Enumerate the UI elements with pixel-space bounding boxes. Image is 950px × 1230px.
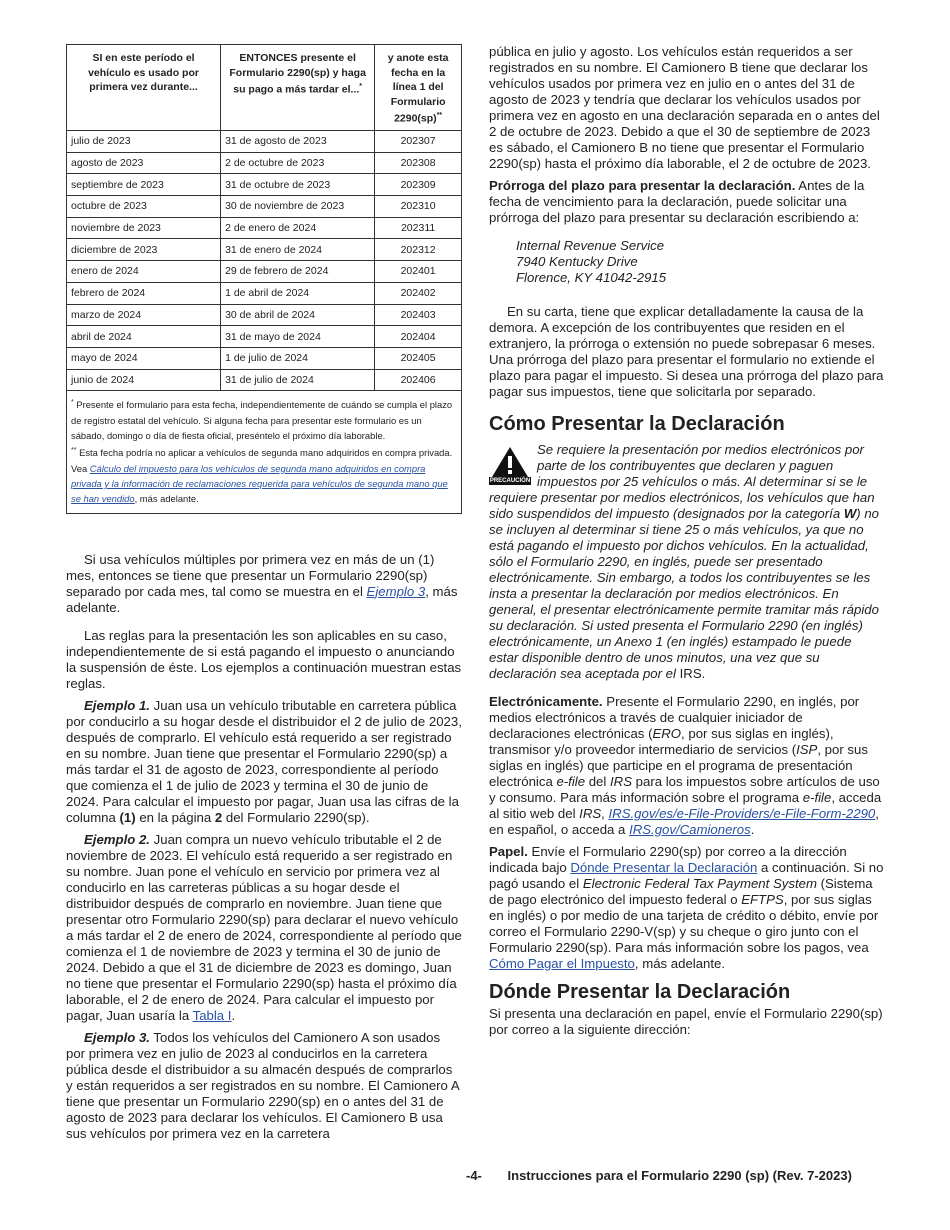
heading-donde-presentar: Dónde Presentar la Declaración [489,981,791,1003]
table-cell-line1: 202310 [375,196,461,218]
table-cell-due-date: 31 de agosto de 2023 [221,131,375,153]
extension-paragraph: Prórroga del plazo para presentar la declaración. Antes de la fecha de vencimiento para la declaración, puede solicitar una prórroga del plazo para presentar su declaración escribiendo a: [489,178,865,225]
table-cell-line1: 202307 [375,131,461,153]
example-3-continued: pública en julio y agosto. Los vehículos están requeridos a ser registrados en su nombre. El Camionero B tiene que declarar los vehículos usados por primera vez en julio en o antes del 31 de agosto de 2023 y tendría que declarar los vehículos usados por primera vez en agosto en una declaración separada en o antes del 2 de octubre de 2023. Debido a que el 30 de septiembre de 2023 es sábado, el Camionero B no tiene que presentar el Formulario 2290(sp) hasta el próximo día laborable, el 2 de octubre de 2023. [489,44,880,171]
table-cell-line1: 202404 [375,326,461,348]
paper-paragraph: Papel. Envíe el Formulario 2290(sp) por correo a la dirección indicada bajo Dónde Presentar la Declaración a continuación. Si no pagó usando el Electronic Federal Tax Payment System (Sistema de pago electrónico del impuesto federal o EFTPS, por sus siglas en inglés) o por medio de una tarjeta de crédito o débito, envíe por correo el Formulario 2290-V(sp) y su cheque o giro junto con el Formulario 2290(sp). Para más información sobre los pagos, vea Cómo Pagar el Impuesto, más adelante. [489,844,884,971]
example-1: Ejemplo 1. Juan usa un vehículo tributable en carretera pública por conducirlo a su hogar desde el distribuidor el 2 de julio de 2023, después de comprarlo. El vehículo está requerido a ser registrado en su nombre. Juan tiene que presentar el Formulario 2290(sp) a más tardar el 31 de agosto de 2023, correspondiente al período que comienza el 1 de julio de 2023 y termina el 30 de junio de 2024. Para calcular el impuesto por pagar, Juan usa las cifras de la columna (1) en la página 2 del Formulario 2290(sp). [66,697,462,825]
table-i-link[interactable]: Tabla I [192,1007,232,1023]
electronic-paragraph: Electrónicamente. Presente el Formulario 2290, en inglés, por medios electrónicos a través de cualquier iniciador de declaraciones electrónicas (ERO, por sus siglas en inglés), transmisor y/o proveedor intermediario de servicios (ISP, por sus siglas en inglés) que participe en el programa de presentación electrónica e-file del IRS para los impuestos sobre artículos de uso y consumo. Para más información sobre el programa e-file, acceda al sitio web del IRS, IRS.gov/es/e-File-Providers/e-File-Form-2290, en español, o acceda a IRS.gov/Camioneros. [489,694,882,837]
page-footer [466,1168,852,1183]
used-vehicle-calc-link[interactable]: Cálculo del impuesto para los vehículos de segunda mano adquiridos en compra privada y la información de reclamaciones requerida para vehículos de segunda mano que se han vendido [71,462,448,505]
caution-block: PRECAUCIÓN Se requiere la presentación por medios electrónicos por parte de los contribuyentes que declaren y paguen impuestos por 25 vehículos o más. Al determinar si se le requiere presentar por medios electrónicos, los vehículos que han sido suspendidos del impuesto (designados por la categoría W) no se incluyen al determinar si tiene 25 o más vehículos, ya que no está pagando el impuesto por dichos vehículos. En la actualidad, sólo el Formulario 2290, en inglés, puede ser presentado electrónicamente. Sin embargo, a todos los contribuyentes se les insta a presentar la declaración por medios electrónicos. En general, el presentar electrónicamente permite tramitar más rápido su declaración. Si usted presenta el Formulario 2290 (en inglés) electrónicamente, un Anexo 1 (en inglés) estampado le puede estar disponible dentro de unos minutos, una vez que su declaración sea aceptada por el IRS. [489,442,880,681]
heading-como-presentar: Cómo Presentar la Declaración [489,413,785,435]
camioneros-link[interactable]: IRS.gov/Camioneros [629,822,751,837]
paragraph-rules: Las reglas para la presentación les son aplicables en su caso, independientemente de si está pagando el impuesto o anunciando la suspensión de éste. Los ejemplos a continuación muestran estas reglas. [66,627,462,691]
filing-dates-table [66,44,462,514]
table-row [67,369,461,391]
table-cell-due-date: 2 de enero de 2024 [221,217,375,239]
table-cell-period: agosto de 2023 [67,152,221,174]
footer-title: Instrucciones para el Formulario 2290 (sp) (Rev. 7-2023) [507,1168,852,1183]
table-row [67,261,461,283]
table-cell-line1: 202402 [375,282,461,304]
table-cell-due-date: 29 de febrero de 2024 [221,261,375,283]
table-header-period: SI en este período el vehículo es usado por primera vez durante... [67,45,221,131]
table-row [67,152,461,174]
table-row [67,217,461,239]
table-cell-due-date: 31 de enero de 2024 [221,239,375,261]
table-cell-period: marzo de 2024 [67,304,221,326]
caution-icon: PRECAUCIÓN [489,445,531,485]
example-3-link[interactable]: Ejemplo 3 [366,583,426,599]
table-cell-line1: 202309 [375,174,461,196]
table-header-line1: y anote esta fecha en la línea 1 del Formulario 2290(sp)** [375,45,461,131]
table-cell-period: abril de 2024 [67,326,221,348]
table-header-due-date: ENTONCES presente el Formulario 2290(sp) y haga su pago a más tardar el...* [221,45,375,131]
table-cell-period: junio de 2024 [67,369,221,391]
table-cell-due-date: 2 de octubre de 2023 [221,152,375,174]
table-cell-period: noviembre de 2023 [67,217,221,239]
donde-presentar-link[interactable]: Dónde Presentar la Declaración [570,860,758,875]
table-row [67,326,461,348]
table-cell-line1: 202406 [375,369,461,391]
footnote-1: * Presente el formulario para esta fecha, independientemente de cuándo se cumpla el plazo de registro estatal del vehículo. Si alguna fecha para presentar este formulario es un sábado, domingo o día de fiesta oficial, preséntelo el próximo día laborable. [71,399,453,441]
table-row [67,304,461,326]
paragraph-multiple-vehicles: Si usa vehículos múltiples por primera vez en más de un (1) mes, entonces se tiene que presentar un Formulario 2290(sp) separado por cada mes, tal como se muestra en el Ejemplo 3, más adelante. [66,551,458,615]
efile-providers-link[interactable]: IRS.gov/es/e-File-Providers/e-File-Form-2290 [608,806,876,821]
table-cell-due-date: 31 de mayo de 2024 [221,326,375,348]
table-cell-period: mayo de 2024 [67,347,221,369]
table-cell-due-date: 30 de abril de 2024 [221,304,375,326]
table-cell-period: diciembre de 2023 [67,239,221,261]
footnote-2: ** Esta fecha podría no aplicar a vehículos de segunda mano adquiridos en compra privada. Vea Cálculo del impuesto para los vehículos de segunda mano adquiridos en compra privada y la información de reclamaciones requerida para vehículos de segunda mano que se han vendido, más adelante. [71,447,453,505]
table-row [67,239,461,261]
table-row [67,282,461,304]
extension-address: Internal Revenue Service 7940 Kentucky Drive Florence, KY 41042-2915 [516,238,667,285]
table-cell-line1: 202401 [375,261,461,283]
table-row [67,174,461,196]
como-pagar-link[interactable]: Cómo Pagar el Impuesto [489,956,635,971]
table-cell-due-date: 31 de julio de 2024 [221,369,375,391]
table-cell-line1: 202403 [375,304,461,326]
table-body [67,131,461,391]
table-cell-period: octubre de 2023 [67,196,221,218]
letter-paragraph: En su carta, tiene que explicar detalladamente la causa de la demora. A excepción de los contribuyentes que residen en el extranjero, la prórroga o extensión no puede sobrepasar 6 meses. Una prórroga del plazo para presentar el formulario no extiende el plazo para pagar el impuesto. Si desea una prórroga del plazo para pagar sus impuestos, tiene que solicitarla por separado. [489,304,884,399]
table-footnotes [67,391,461,512]
table-cell-due-date: 1 de julio de 2024 [221,347,375,369]
table-row [67,196,461,218]
table-cell-due-date: 31 de octubre de 2023 [221,174,375,196]
left-column [66,44,462,1142]
table-row [67,131,461,153]
table-cell-line1: 202312 [375,239,461,261]
table-cell-line1: 202405 [375,347,461,369]
table-cell-period: enero de 2024 [67,261,221,283]
page-number: -4- [466,1168,482,1183]
example-2: Ejemplo 2. Juan compra un nuevo vehículo tributable el 2 de noviembre de 2023. El vehículo está requerido a ser registrado en su nombre. Juan pone el vehículo en servicio por primera vez al conducirlo en las carreteras públicas a su hogar desde el distribuidor después de comprarlo en noviembre. Juan tiene que presentar otro Formulario 2290(sp) para declarar el nuevo vehículo a más tardar el 2 de enero de 2024, correspondiente al período que comienza el 1 de noviembre de 2023 y termina el 30 de junio de 2024. Debido a que el 31 de diciembre de 2023 es domingo, Juan no tiene que presentar el Formulario 2290(sp) hasta el próximo día laborable, el 2 de enero de 2024. Para calcular el impuesto por pagar, Juan usaría la Tabla I. [66,831,462,1023]
table-cell-line1: 202311 [375,217,461,239]
table-cell-due-date: 1 de abril de 2024 [221,282,375,304]
table-cell-period: julio de 2023 [67,131,221,153]
table-cell-due-date: 30 de noviembre de 2023 [221,196,375,218]
table-row [67,347,461,369]
table-cell-period: febrero de 2024 [67,282,221,304]
table-cell-period: septiembre de 2023 [67,174,221,196]
table-cell-line1: 202308 [375,152,461,174]
right-column [489,44,884,1038]
example-3: Ejemplo 3. Todos los vehículos del Camionero A son usados por primera vez en julio de 2023 al conducirlos en la carretera pública desde el distribuidor a su almacén después de comprarlos y están requeridos a ser registrados en su nombre. El Camionero A tiene que presentar un Formulario 2290(sp) en o antes del 31 de agosto de 2023 para declarar los vehículos. El Camionero B usa sus vehículos por primera vez en la carretera [66,1029,459,1141]
donde-paragraph: Si presenta una declaración en papel, envíe el Formulario 2290(sp) por correo a la siguiente dirección: [489,1006,883,1037]
